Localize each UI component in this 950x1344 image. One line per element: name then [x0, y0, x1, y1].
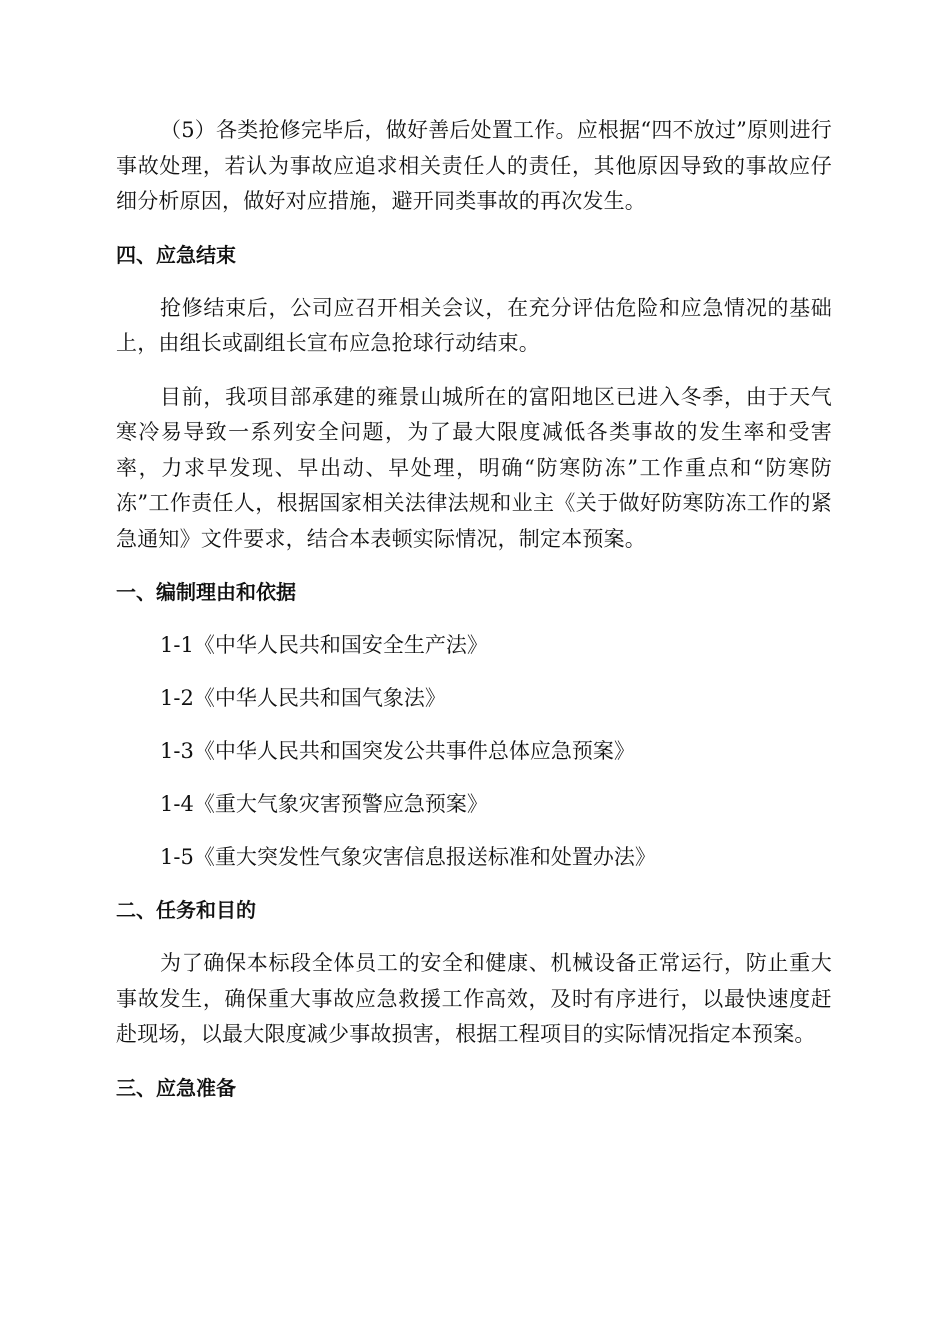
paragraph-winter-intro: 目前，我项目部承建的雍景山城所在的富阳地区已进入冬季，由于天气寒冷易导致一系列安全问题，为了最大限度减低各类事故的发生率和受害率，力求早发现、早出动、早处理，明确“防寒防冻”工作重点和“防寒防冻”工作责任人，根据国家相关法律法规和业主《关于做好防寒防冻工作的紧急通知》文件要求，结合本表顿实际情况，制定本预案。	[116, 384, 832, 551]
reference-item: 1-5《重大突发性气象灾害信息报送标准和处置办法》	[160, 845, 656, 869]
heading-basis: 一、编制理由和依据	[116, 580, 296, 604]
document-body	[116, 113, 832, 1124]
heading-preparation: 三、应急准备	[116, 1075, 236, 1100]
heading-emergency-end: 四、应急结束	[116, 242, 236, 267]
heading-tasks: 二、任务和目的	[116, 898, 256, 922]
paragraph-purpose: 为了确保本标段全体员工的安全和健康、机械设备正常运行，防止重大事故发生，确保重大事故应急救援工作高效，及时有序进行，以最快速度赶赴现场，以最大限度减少事故损害，根据工程项目的实际情况指定本预案。	[116, 951, 832, 1046]
paragraph-aftermath: （5）各类抢修完毕后，做好善后处置工作。应根据“四不放过”原则进行事故处理，若认为事故应追求相关责任人的责任，其他原因导致的事故应仔细分析原因，做好对应措施，避开同类事故的再次发生。	[116, 118, 832, 213]
reference-item: 1-1《中华人民共和国安全生产法》	[160, 633, 488, 657]
reference-item: 1-4《重大气象灾害预警应急预案》	[160, 792, 488, 816]
paragraph-repair-end: 抢修结束后，公司应召开相关会议，在充分评估危险和应急情况的基础上，由组长或副组长宣布应急抢球行动结束。	[116, 295, 832, 355]
reference-item: 1-2《中华人民共和国气象法》	[160, 686, 446, 710]
reference-item: 1-3《中华人民共和国突发公共事件总体应急预案》	[160, 739, 635, 763]
